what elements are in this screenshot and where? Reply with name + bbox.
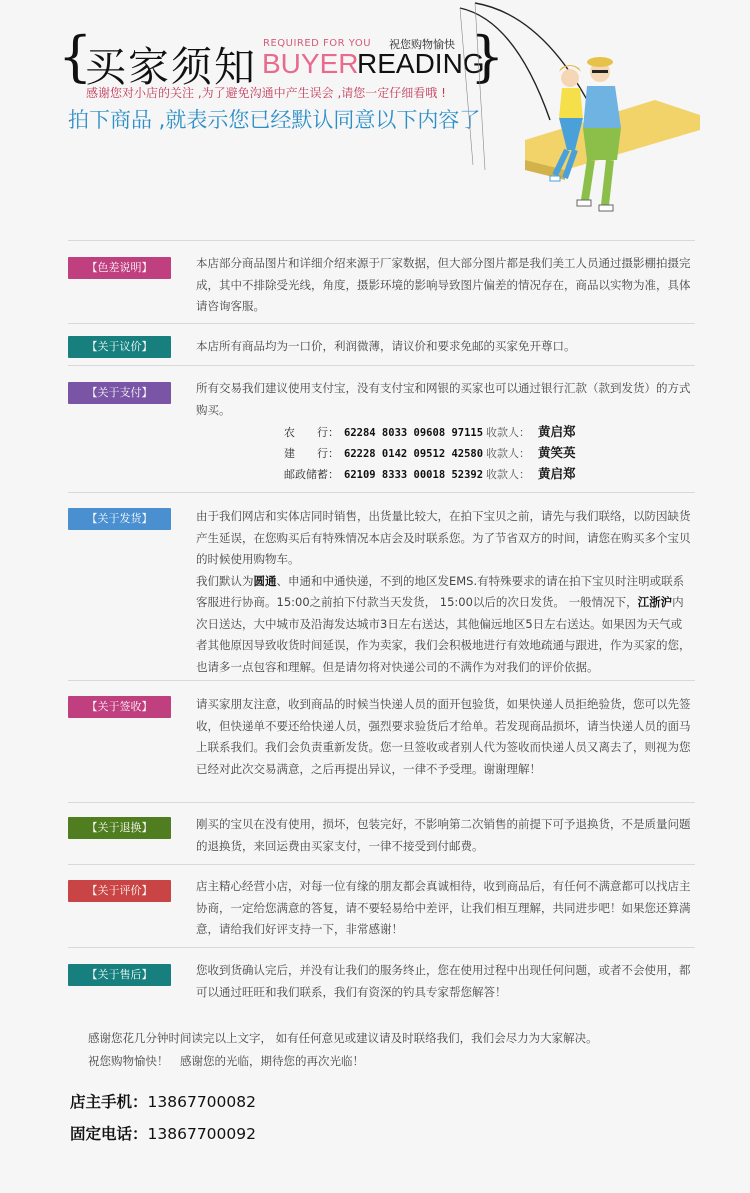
bank-name: 农 行：: [284, 426, 339, 439]
phone-contact: [70, 1122, 256, 1144]
bargain-text: 本店所有商品均为一口价，利润微薄，请议价和要求免邮的买家免开尊口。: [196, 339, 576, 353]
reading-word: READING: [357, 48, 485, 79]
shipping-paragraph-1: 由于我们网店和实体店同时销售，出货量比较大，在拍下宝贝之前，请先与我们联络，以防因缺货产生延误，在您购买后有特殊情况本店会及时联系您。为了节省双方的时间，请您在购买多个宝贝的时候使用购物车。: [196, 509, 691, 566]
tag-bargain: 【关于议价】: [68, 336, 171, 358]
right-brace-decoration: }: [470, 25, 505, 88]
tag-signing: 【关于签收】: [68, 696, 171, 718]
section-divider: [68, 492, 695, 493]
bank-name: 邮政储蓄：: [284, 468, 339, 481]
section-divider: [68, 947, 695, 948]
required-for-you-label: REQUIRED FOR YOU: [263, 38, 372, 49]
highlight-yuantong: 圆通: [253, 573, 277, 588]
highlight-jiangzhehu: 江浙沪: [637, 595, 673, 609]
mobile-label: 店主手机：: [70, 1093, 148, 1111]
aftersale-text: 您收到货确认完后，并没有让我们的服务终止，您在使用过程中出现任何问题，或者不会使用，都可以通过旺旺和我们联系，我们有资深的钓具专家帮您解答！: [196, 963, 691, 999]
shipping-text: [196, 506, 692, 678]
bank-name: 建 行：: [284, 447, 339, 460]
bank-account-row: [284, 443, 576, 463]
closing-line-2: 祝您购物愉快！ 感谢您的光临，期待您的再次光临！: [88, 1054, 364, 1068]
bank-account-row: [284, 464, 576, 484]
shipping-text-part: 内次日送达，大中城市及沿海发达城市3日左右送达，其他偏远地区5日左右送达。如果因为天气或者其他原因导致收货时间延误，作为卖家，我们会积极地进行有效地疏通与跟进，作为买家的您，也请多一点包容和理解。但是请勿将对快递公司的不满作为对我们的评价依据。: [196, 595, 691, 674]
account-number: 62284 8033 09608 97115: [344, 427, 484, 439]
receiver-name: 黄启郑: [538, 424, 576, 439]
bank-account-row: [284, 422, 576, 442]
receiver-label: 收款人：: [486, 468, 530, 481]
buyer-word: BUYER: [262, 48, 359, 79]
tag-payment: 【关于支付】: [68, 382, 171, 404]
agreement-statement: 拍下商品 ,就表示您已经默认同意以下内容了: [68, 108, 481, 132]
signing-text: 请买家朋友注意，收到商品的时候当快递人员的面开包验货，如果快递人员拒绝验货，您可以先签收，但快递单不要还给快递人员，强烈要求验货后才给单。若发现商品损坏，请当快递人员的面马上联系我们。我们会负责重新发货。您一旦签收或者别人代为签收而快递人员又离去了，则视为您已经对此次交易满意，之后再提出异议，一律不予受理。谢谢理解！: [196, 697, 691, 776]
receiver-name: 黄启郑: [538, 466, 576, 481]
account-number: 62109 8333 00018 52392: [344, 469, 484, 481]
left-brace-decoration: {: [58, 25, 93, 88]
closing-line-1: 感谢您花几分钟时间读完以上文字， 如有任何意见或建议请及时联络我们，我们会尽力为大家解决。: [88, 1031, 598, 1045]
wish-label: 祝您购物愉快: [389, 38, 455, 51]
fishing-couple-illustration: [455, 0, 705, 220]
receiver-label: 收款人：: [486, 447, 530, 460]
mobile-contact: [70, 1090, 256, 1112]
shipping-text-part: 、申通和中通快递，不到的地区发EMS.有特殊要求的请在拍下宝贝时注明或联系客服进行协商。15:00之前拍下付款当天发货， 15:00以后的次日发货。 一般情况下，: [196, 573, 685, 609]
section-divider: [68, 802, 695, 803]
return-text: 刚买的宝贝在没有使用，损坏，包装完好，不影响第二次销售的前提下可予退换货，不是质量问题的退换货，来回运费由买家支付，一律不接受到付邮费。: [196, 817, 691, 853]
tag-review: 【关于评价】: [68, 880, 171, 902]
thanks-line: 感谢您对小店的关注 ,为了避免沟通中产生误会 ,请您一定仔细看哦 !: [86, 86, 446, 100]
buyer-reading-header: [0, 0, 750, 220]
tag-aftersale: 【关于售后】: [68, 964, 171, 986]
account-number: 62228 0142 09512 42580: [344, 448, 484, 460]
tag-color-difference: 【色差说明】: [68, 257, 171, 279]
section-divider: [68, 864, 695, 865]
shipping-text-part: 我们默认为: [196, 573, 254, 588]
section-divider: [68, 240, 695, 241]
section-divider: [68, 323, 695, 324]
phone-label: 固定电话：: [70, 1125, 148, 1143]
mobile-number: 13867700082: [147, 1093, 256, 1111]
page-title: 买家须知: [85, 43, 257, 91]
shipping-paragraph-2: [196, 571, 692, 679]
receiver-name: 黄笑英: [538, 445, 576, 460]
receiver-label: 收款人：: [486, 426, 530, 439]
phone-number: 13867700092: [147, 1125, 256, 1143]
tag-shipping: 【关于发货】: [68, 508, 171, 530]
payment-text: 所有交易我们建议使用支付宝，没有支付宝和网银的买家也可以通过银行汇款（款到发货）的方式购买。: [196, 381, 691, 417]
section-divider: [68, 365, 695, 366]
section-divider: [68, 680, 695, 681]
color-difference-text: 本店部分商品图片和详细介绍来源于厂家数据，但大部分图片都是我们美工人员通过摄影棚拍摄完成，其中不排除受光线，角度，摄影环境的影响导致图片偏差的情况存在，商品以实物为准，具体请咨询客服。: [196, 256, 691, 313]
tag-return: 【关于退换】: [68, 817, 171, 839]
review-text: 店主精心经营小店，对每一位有缘的朋友都会真诚相待，收到商品后，有任何不满意都可以找店主协商，一定给您满意的答复，请不要轻易给中差评，让我们相互理解，共同进步吧！如果您还算满意，请给我们好评支持一下，非常感谢！: [196, 879, 691, 936]
